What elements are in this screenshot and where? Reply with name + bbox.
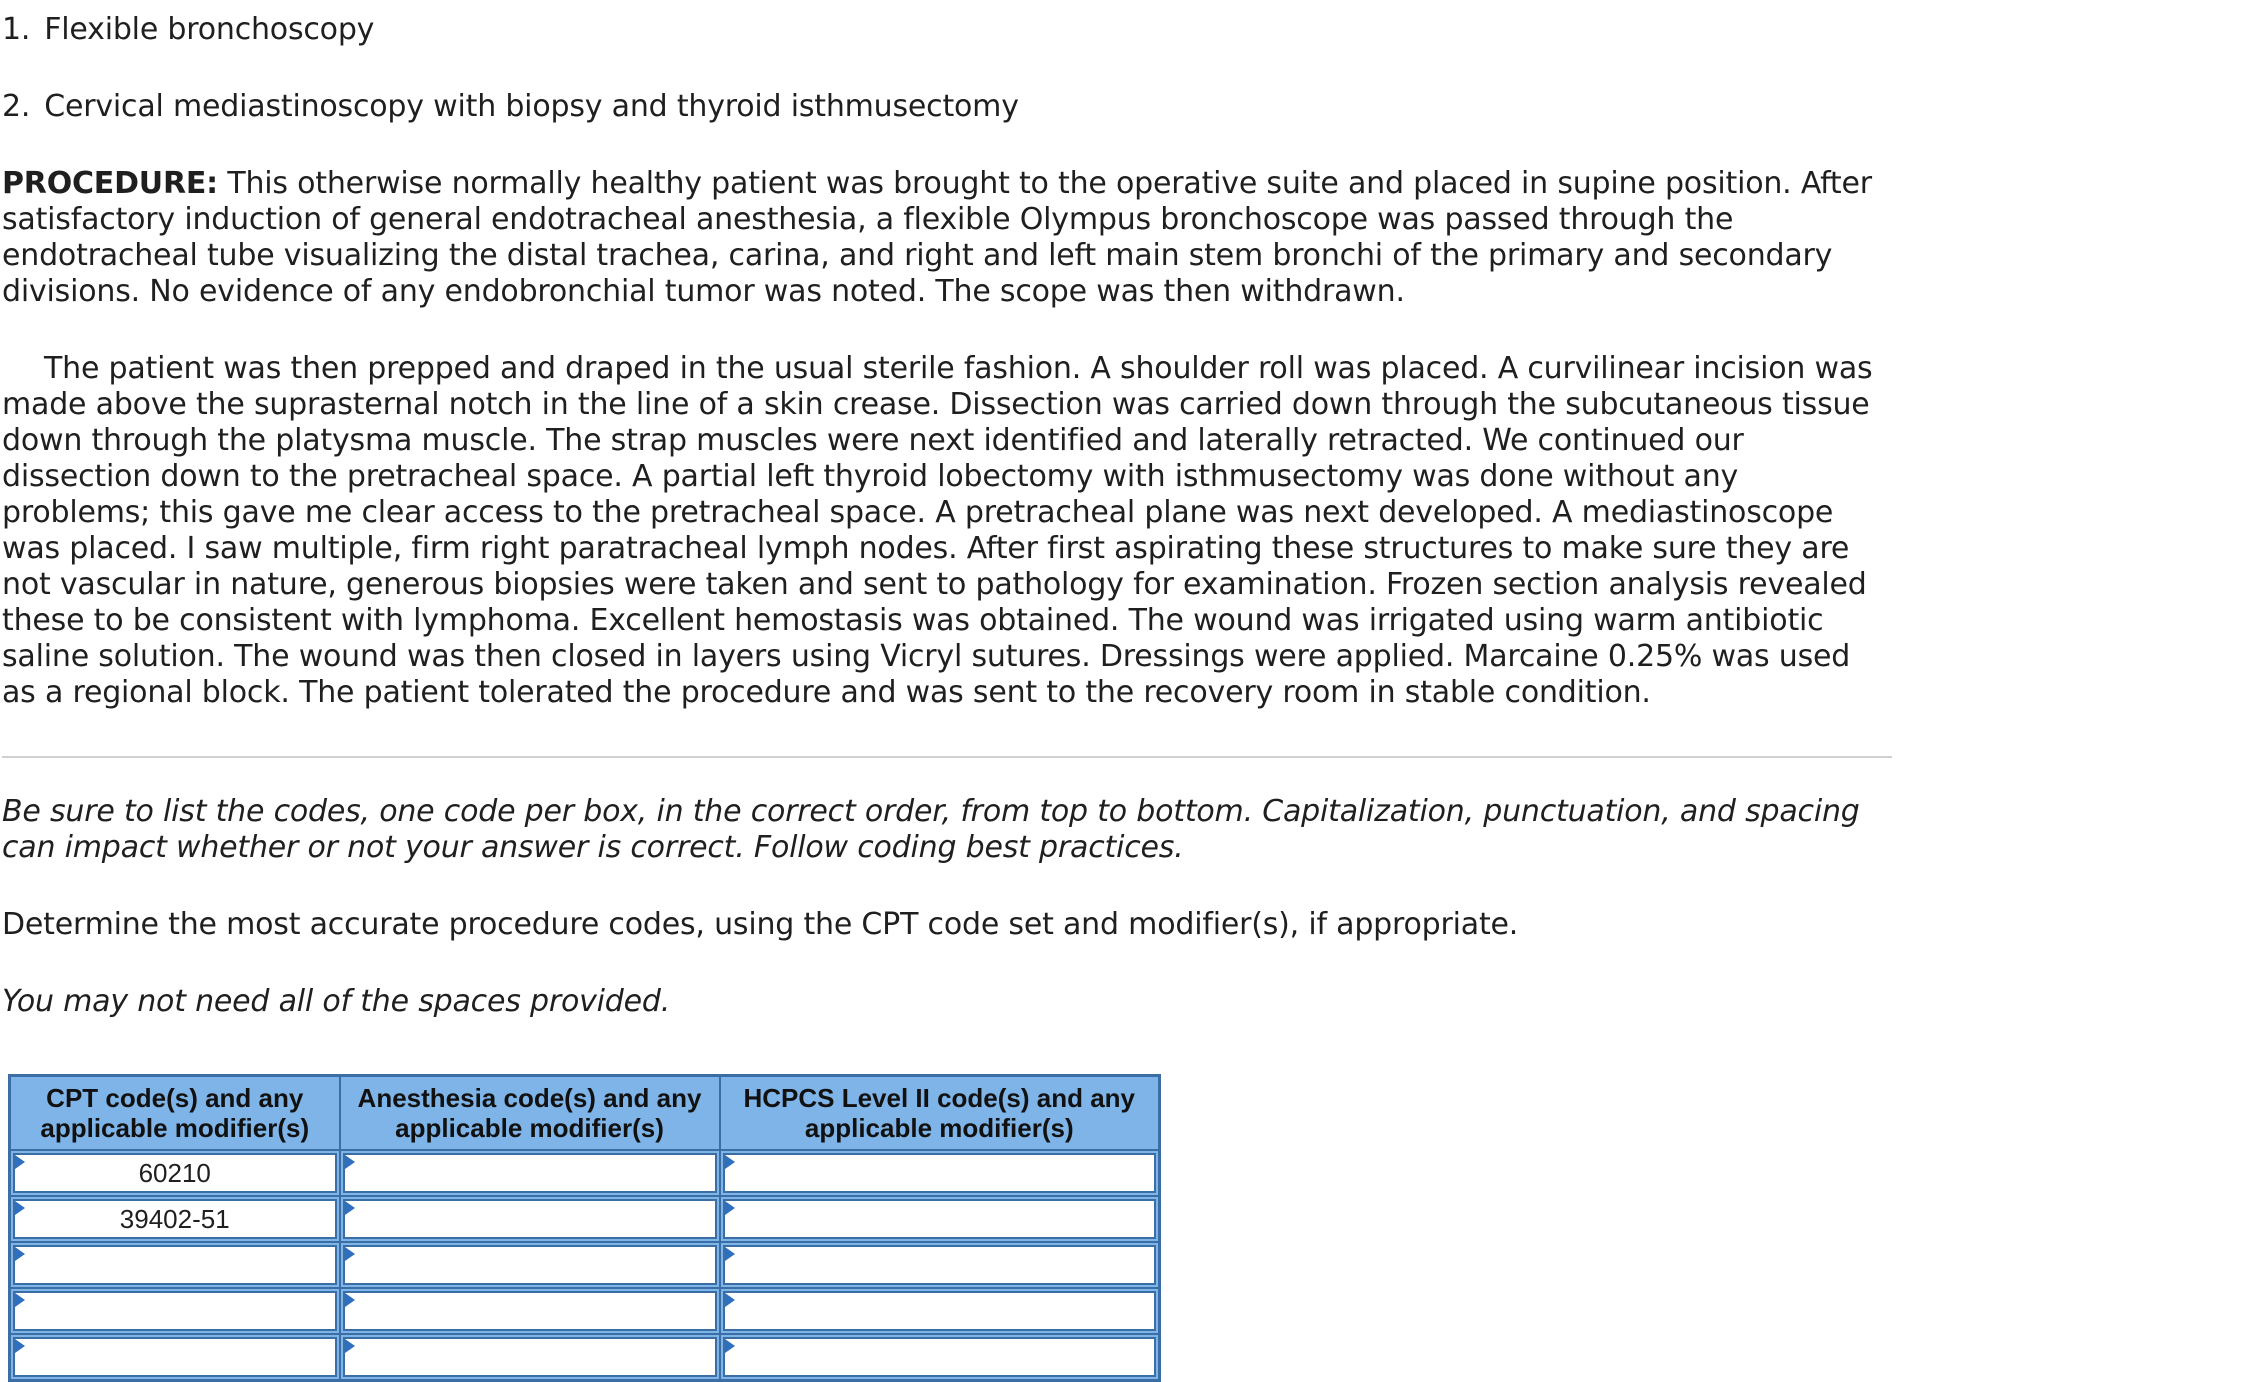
right-triangle-marker-icon — [725, 1247, 735, 1261]
table-cell — [10, 1242, 340, 1288]
table-cell — [10, 1334, 340, 1381]
cpt-code-field-4[interactable] — [13, 1291, 337, 1331]
right-triangle-marker-icon — [345, 1339, 355, 1353]
table-row — [10, 1288, 1160, 1334]
table-row — [10, 1150, 1160, 1196]
list-item-number: 2. — [2, 89, 31, 124]
table-cell — [720, 1150, 1160, 1196]
table-row — [10, 1242, 1160, 1288]
right-triangle-marker-icon — [725, 1155, 735, 1169]
right-triangle-marker-icon — [15, 1155, 25, 1169]
header-cpt: CPT code(s) and any applicable modifier(s) — [10, 1076, 340, 1151]
hcpcs-code-field-4[interactable] — [723, 1291, 1157, 1331]
cpt-code-field-1[interactable] — [13, 1153, 337, 1193]
table-cell — [10, 1288, 340, 1334]
section-divider — [2, 756, 1892, 758]
right-triangle-marker-icon — [725, 1293, 735, 1307]
table-cell — [720, 1334, 1160, 1381]
table-cell — [340, 1334, 720, 1381]
anesthesia-code-field-5[interactable] — [343, 1337, 717, 1377]
table-cell — [340, 1242, 720, 1288]
right-triangle-marker-icon — [345, 1201, 355, 1215]
table-cell — [340, 1196, 720, 1242]
right-triangle-marker-icon — [15, 1293, 25, 1307]
hcpcs-code-field-5[interactable] — [723, 1337, 1157, 1377]
table-header-row — [10, 1076, 1160, 1151]
table-cell — [720, 1288, 1160, 1334]
anesthesia-code-field-4[interactable] — [343, 1291, 717, 1331]
anesthesia-code-field-3[interactable] — [343, 1245, 717, 1285]
table-cell — [340, 1150, 720, 1196]
header-hcpcs: HCPCS Level II code(s) and any applicable modifier(s) — [720, 1076, 1160, 1151]
task-instructions: Determine the most accurate procedure codes, using the CPT code set and modifier(s), if appropriate. — [2, 907, 1519, 942]
list-item-text: Flexible bronchoscopy — [44, 12, 375, 47]
right-triangle-marker-icon — [345, 1247, 355, 1261]
right-triangle-marker-icon — [15, 1247, 25, 1261]
procedure-paragraph-1 — [2, 166, 1892, 310]
codes-answer-table — [8, 1074, 1161, 1382]
table-cell — [720, 1242, 1160, 1288]
right-triangle-marker-icon — [725, 1201, 735, 1215]
procedure-paragraph-2: The patient was then prepped and draped in the usual sterile fashion. A shoulder roll was placed. A curvilinear incision was made above the suprasternal notch in the line of a skin crease. Dissection was carried down through the subcutaneous tissue down through the platysma muscle. The strap muscles were next identified and laterally retracted. We continued our dissection down to the pretracheal space. A partial left thyroid lobectomy with isthmusectomy was done without any problems; this gave me clear access to the pretracheal space. A pretracheal plane was next developed. A mediastinoscope was placed. I saw multiple, firm right paratracheal lymph nodes. After first aspirating these structures to make sure they are not vascular in nature, generous biopsies were taken and sent to pathology for examination. Frozen section analysis revealed these to be consistent with lymphoma. Excellent hemostasis was obtained. The wound was irrigated using warm antibiotic saline solution. The wound was then closed in layers using Vicryl sutures. Dressings were applied. Marcaine 0.25% was used as a regional block. The patient tolerated the procedure and was sent to the recovery room in stable condition. — [2, 351, 1873, 710]
table-cell — [720, 1196, 1160, 1242]
list-item-number: 1. — [2, 12, 31, 47]
anesthesia-code-field-1[interactable] — [343, 1153, 717, 1193]
right-triangle-marker-icon — [345, 1155, 355, 1169]
hcpcs-code-field-3[interactable] — [723, 1245, 1157, 1285]
right-triangle-marker-icon — [15, 1201, 25, 1215]
order-instructions: Be sure to list the codes, one code per box, in the correct order, from top to bottom. Capitalization, punctuation, and spacing can impact whether or not your answer is correct. Follow coding best practices. — [2, 794, 1860, 865]
cpt-code-field-5[interactable] — [13, 1337, 337, 1377]
right-triangle-marker-icon — [345, 1293, 355, 1307]
header-anesthesia: Anesthesia code(s) and any applicable modifier(s) — [340, 1076, 720, 1151]
procedure-text-1: This otherwise normally healthy patient was brought to the operative suite and placed in supine position. After satisfactory induction of general endotracheal anesthesia, a flexible Olympus bronchoscope was passed through the endotracheal tube visualizing the distal trachea, carina, and right and left main stem bronchi of the primary and secondary divisions. No evidence of any endobronchial tumor was noted. The scope was then withdrawn. — [2, 166, 1872, 309]
cell-value: 39402-51 — [119, 1204, 230, 1234]
table-cell — [340, 1288, 720, 1334]
cpt-code-field-3[interactable] — [13, 1245, 337, 1285]
procedure-label: PROCEDURE: — [2, 166, 218, 201]
table-row — [10, 1196, 1160, 1242]
hcpcs-code-field-2[interactable] — [723, 1199, 1157, 1239]
hcpcs-code-field-1[interactable] — [723, 1153, 1157, 1193]
table-cell — [10, 1196, 340, 1242]
right-triangle-marker-icon — [15, 1339, 25, 1353]
table-cell — [10, 1150, 340, 1196]
spaces-note: You may not need all of the spaces provided. — [2, 984, 671, 1019]
list-item-text: Cervical mediastinoscopy with biopsy and thyroid isthmusectomy — [44, 89, 1019, 124]
anesthesia-code-field-2[interactable] — [343, 1199, 717, 1239]
procedure-list-item-2 — [2, 89, 1892, 125]
cell-value: 60210 — [138, 1158, 211, 1188]
table-row — [10, 1334, 1160, 1381]
cpt-code-field-2[interactable] — [13, 1199, 337, 1239]
procedure-list-item-1 — [2, 12, 1892, 48]
right-triangle-marker-icon — [725, 1339, 735, 1353]
